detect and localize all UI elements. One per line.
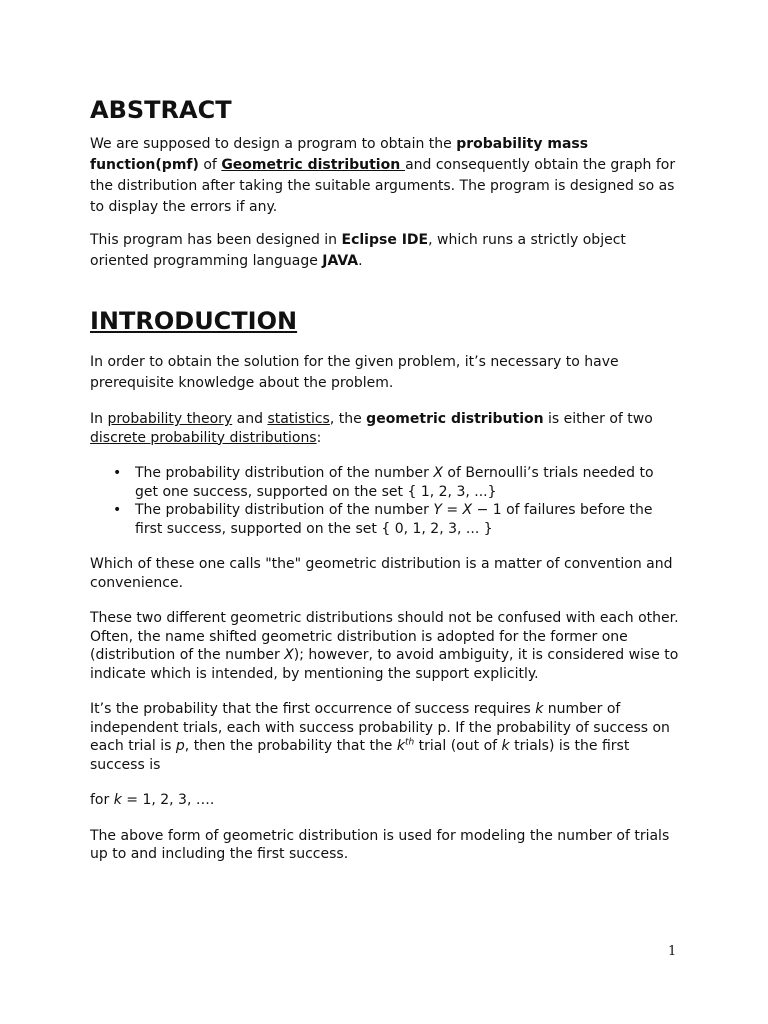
list-item — [90, 501, 680, 538]
page-content — [90, 90, 680, 864]
text-run: , the — [329, 411, 367, 427]
bold-term-eclipse-ide: Eclipse IDE — [341, 232, 429, 248]
abstract-paragraph-1 — [90, 134, 680, 218]
text-run: It’s the probability that the first occurrence of success requires — [90, 701, 536, 717]
text-run: . — [358, 253, 363, 269]
abstract-heading: ABSTRACT — [90, 96, 232, 124]
text-run: In — [90, 411, 108, 427]
text-run: trials) is the first success is — [90, 738, 630, 773]
underlined-term-geometric-distribution: Geometric distribution — [221, 157, 406, 173]
text-run: This program has been designed in — [90, 232, 342, 248]
intro-paragraph-4 — [90, 609, 680, 683]
text-run: These two different geometric distributions should not be confused with each other. Often, the name shifted geometric distribution is adopted for the former one (distribution of the number — [90, 610, 679, 663]
link-probability-theory[interactable]: probability theory — [107, 411, 233, 427]
text-run: of Bernoulli’s trials needed to get one success, supported on the set { 1, 2, 3, ...} — [135, 465, 654, 500]
introduction-heading: INTRODUCTION — [90, 307, 298, 335]
text-run: The probability distribution of the number — [135, 502, 434, 518]
intro-paragraph-3: Which of these one calls "the" geometric distribution is a matter of convention and convenience. — [90, 556, 673, 591]
text-run: and — [232, 411, 268, 427]
text-run: , then the probability that the — [184, 738, 397, 754]
intro-paragraph-6 — [90, 791, 680, 810]
text-run: = 1, 2, 3, …. — [121, 792, 215, 808]
text-run: trial (out of — [414, 738, 502, 754]
bold-term-geometric-distribution: geometric distribution — [366, 411, 544, 427]
bullet-icon: • — [113, 465, 122, 481]
italic-variable: k — [501, 738, 510, 754]
text-run: for — [90, 792, 114, 808]
page-number: 1 — [668, 944, 677, 959]
bold-term-java: JAVA — [322, 253, 359, 269]
superscript-th: th — [404, 737, 415, 748]
intro-paragraph-2 — [90, 410, 680, 447]
link-statistics[interactable]: statistics — [267, 411, 330, 427]
italic-variable: p — [175, 738, 185, 754]
text-run: and consequently obtain the graph for the distribution after taking the suitable arguments. The program is designed so as to display the errors if any. — [90, 157, 676, 215]
italic-variable: k — [396, 738, 405, 754]
italic-variable: k — [113, 792, 122, 808]
italic-variable: X — [284, 647, 294, 663]
text-run: : — [316, 429, 322, 446]
text-run: The probability distribution of the number — [135, 465, 434, 481]
italic-variable: k — [535, 701, 544, 717]
italic-variable: X — [433, 465, 443, 481]
abstract-paragraph-2 — [90, 230, 680, 272]
italic-variable: X — [462, 502, 473, 518]
text-run: ); however, to avoid ambiguity, it is considered wise to indicate which is intended, by mentioning the support explicitly. — [90, 647, 679, 682]
text-run: − 1 of failures before the first success, supported on the set { 0, 1, 2, 3, ... } — [135, 502, 653, 537]
text-run: of — [198, 157, 222, 173]
text-run: number of independent trials, each with success probability p. If the probability of success on each trial is — [90, 701, 670, 754]
text-run: We are supposed to design a program to obtain the — [90, 136, 457, 152]
text-run: is either of two — [543, 411, 653, 427]
text-run: , which runs a strictly object oriented programming language — [90, 232, 626, 269]
bold-term-pmf: probability mass function(pmf) — [90, 136, 589, 173]
bullet-list — [90, 464, 680, 538]
list-item — [90, 464, 680, 501]
intro-paragraph-5 — [90, 700, 680, 774]
bullet-icon: • — [113, 502, 122, 518]
intro-paragraph-7: The above form of geometric distribution is used for modeling the number of trials up to and including the first success. — [90, 827, 670, 862]
link-discrete-probability-distributions[interactable]: discrete probability distributions — [90, 429, 317, 446]
text-run: = — [441, 502, 463, 518]
intro-paragraph-1: In order to obtain the solution for the given problem, it’s necessary to have prerequisite knowledge about the problem. — [90, 354, 619, 391]
italic-variable: Y — [433, 502, 442, 518]
